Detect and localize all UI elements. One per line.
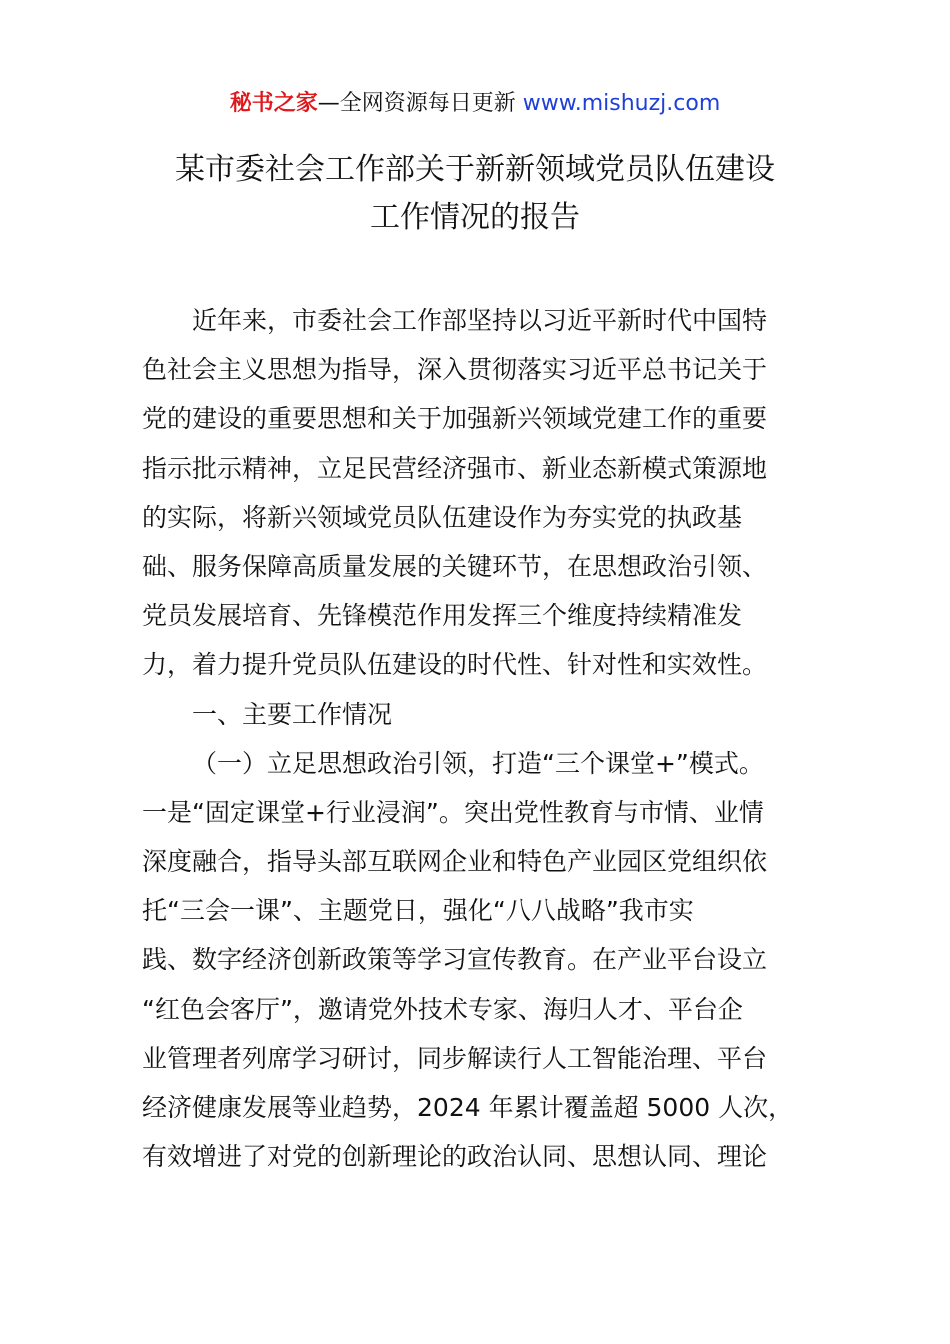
paragraph-section-1 — [142, 739, 810, 1182]
section-heading: 一、主要工作情况 — [192, 699, 393, 729]
text-line: 党员发展培育、先锋模范作用发挥三个维度持续精准发 — [142, 601, 743, 631]
site-header — [0, 88, 950, 120]
text-line: 近年来，市委社会工作部坚持以习近平新时代中国特 — [192, 306, 768, 335]
text-line: 色社会主义思想为指导，深入贯彻落实习近平总书记关于 — [142, 355, 768, 385]
text-line: （一）立足思想政治引领，打造“三个课堂+”模式。 — [192, 748, 764, 778]
brand-name: 秘书之家 — [229, 91, 318, 116]
paragraph-intro — [142, 296, 810, 690]
text-line: 托“三会一课”、主题党日，强化“八八战略”我市实 — [142, 896, 694, 926]
text-line: 经济健康发展等业趋势，2024 年累计覆盖超 5000 人次， — [142, 1093, 794, 1122]
header-tagline: —全网资源每日更新 — [317, 91, 516, 116]
title-line-1: 某市委社会工作部关于新新领域党员队伍建设 — [175, 152, 775, 187]
text-line: 深度融合，指导头部互联网企业和特色产业园区党组织依 — [142, 847, 768, 877]
text-line: 践、数字经济创新政策等学习宣传教育。在产业平台设立 — [142, 945, 768, 975]
text-line: 础、服务保障高质量发展的关键环节，在思想政治引领、 — [142, 551, 768, 581]
document-body — [142, 296, 810, 1181]
text-line: 党的建设的重要思想和关于加强新兴领域党建工作的重要 — [142, 404, 768, 434]
text-line: 力，着力提升党员队伍建设的时代性、针对性和实效性。 — [142, 650, 768, 680]
text-line: 有效增进了对党的创新理论的政治认同、思想认同、理论 — [142, 1142, 768, 1172]
text-line: 指示批示精神，立足民营经济强市、新业态新模式策源地 — [142, 453, 768, 483]
text-line: 的实际，将新兴领域党员队伍建设作为夯实党的执政基 — [142, 502, 743, 532]
document-title — [0, 146, 950, 242]
text-line: “红色会客厅”，邀请党外技术专家、海归人才、平台企 — [142, 994, 743, 1024]
text-line: 一是“固定课堂+行业浸润”。突出党性教育与市情、业情 — [142, 797, 764, 827]
text-line: 业管理者列席学习研讨，同步解读行人工智能治理、平台 — [142, 1043, 768, 1073]
title-line-2: 工作情况的报告 — [370, 200, 580, 235]
site-url-link[interactable]: www.mishuzj.com — [522, 91, 721, 116]
